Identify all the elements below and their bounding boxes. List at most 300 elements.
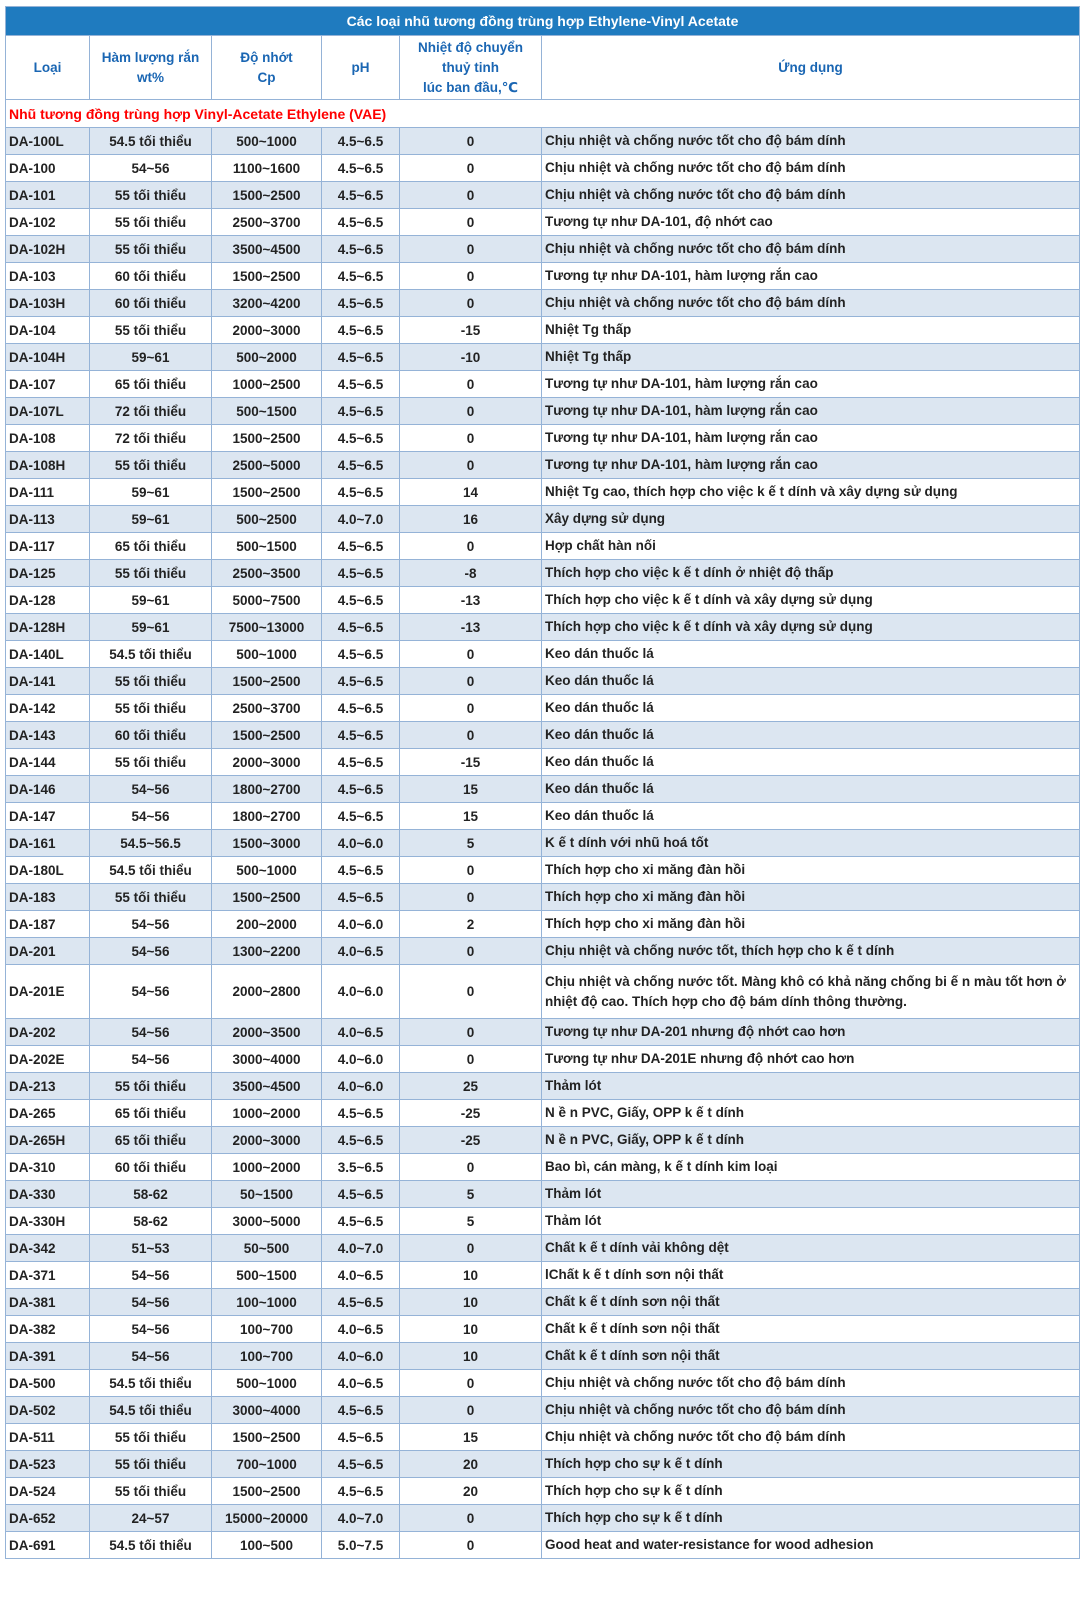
cell-viscosity: 1000~2000 — [212, 1100, 322, 1127]
cell-tg: 0 — [400, 884, 542, 911]
cell-ph: 4.5~6.5 — [322, 128, 400, 155]
header-ph-label: pH — [351, 59, 370, 75]
header-tg — [400, 36, 542, 100]
table-row — [6, 1451, 1080, 1478]
header-application — [542, 36, 1080, 100]
cell-ph: 4.5~6.5 — [322, 668, 400, 695]
cell-application: Thích hợp cho xi măng đàn hồi — [542, 884, 1080, 911]
cell-tg: 0 — [400, 533, 542, 560]
cell-solids: 60 tối thiểu — [90, 263, 212, 290]
section-row — [6, 100, 1080, 128]
cell-application: Hợp chất hàn nối — [542, 533, 1080, 560]
cell-viscosity: 1500~2500 — [212, 425, 322, 452]
table-title: Các loại nhũ tương đồng trùng hợp Ethylene-Vinyl Acetate — [6, 7, 1080, 36]
cell-ph: 4.5~6.5 — [322, 317, 400, 344]
cell-type: DA-117 — [6, 533, 90, 560]
cell-viscosity: 1500~2500 — [212, 668, 322, 695]
cell-type: DA-108H — [6, 452, 90, 479]
cell-application: Nhiệt Tg thấp — [542, 317, 1080, 344]
eva-emulsion-table — [5, 6, 1080, 1559]
cell-ph: 4.0~6.0 — [322, 1343, 400, 1370]
cell-type: DA-125 — [6, 560, 90, 587]
cell-solids: 59~61 — [90, 479, 212, 506]
cell-solids: 55 tối thiểu — [90, 749, 212, 776]
cell-viscosity: 500~2500 — [212, 506, 322, 533]
cell-viscosity: 3000~4000 — [212, 1397, 322, 1424]
cell-viscosity: 1800~2700 — [212, 803, 322, 830]
cell-solids: 72 tối thiểu — [90, 398, 212, 425]
cell-application: Chịu nhiệt và chống nước tốt cho độ bám dính — [542, 182, 1080, 209]
cell-ph: 4.5~6.5 — [322, 371, 400, 398]
header-viscosity-unit: Cp — [257, 69, 276, 85]
cell-viscosity: 1000~2500 — [212, 371, 322, 398]
table-row — [6, 371, 1080, 398]
cell-type: DA-113 — [6, 506, 90, 533]
cell-tg: -10 — [400, 344, 542, 371]
cell-ph: 4.5~6.5 — [322, 884, 400, 911]
cell-ph: 4.5~6.5 — [322, 1424, 400, 1451]
section-title: Nhũ tương đồng trùng hợp Vinyl-Acetate Ethylene (VAE) — [6, 100, 1080, 128]
cell-ph: 4.5~6.5 — [322, 263, 400, 290]
cell-solids: 59~61 — [90, 506, 212, 533]
cell-viscosity: 500~1500 — [212, 533, 322, 560]
cell-ph: 4.5~6.5 — [322, 1397, 400, 1424]
cell-application: Nhiệt Tg thấp — [542, 344, 1080, 371]
cell-ph: 4.5~6.5 — [322, 857, 400, 884]
cell-tg: 2 — [400, 911, 542, 938]
cell-solids: 54.5 tối thiểu — [90, 128, 212, 155]
table-row — [6, 506, 1080, 533]
cell-ph: 4.5~6.5 — [322, 425, 400, 452]
cell-solids: 59~61 — [90, 587, 212, 614]
table-row — [6, 965, 1080, 1019]
table-row — [6, 425, 1080, 452]
table-row — [6, 830, 1080, 857]
cell-viscosity: 50~500 — [212, 1235, 322, 1262]
cell-tg: 0 — [400, 722, 542, 749]
cell-ph: 4.5~6.5 — [322, 182, 400, 209]
cell-application: Thảm lót — [542, 1208, 1080, 1235]
cell-viscosity: 500~1000 — [212, 1370, 322, 1397]
cell-type: DA-104H — [6, 344, 90, 371]
cell-type: DA-691 — [6, 1532, 90, 1559]
table-row — [6, 1208, 1080, 1235]
table-row — [6, 560, 1080, 587]
cell-type: DA-102H — [6, 236, 90, 263]
cell-type: DA-100 — [6, 155, 90, 182]
cell-solids: 54~56 — [90, 1046, 212, 1073]
table-row — [6, 749, 1080, 776]
cell-solids: 65 tối thiểu — [90, 1127, 212, 1154]
cell-solids: 59~61 — [90, 614, 212, 641]
cell-viscosity: 3500~4500 — [212, 236, 322, 263]
table-row — [6, 911, 1080, 938]
cell-tg: 0 — [400, 695, 542, 722]
cell-solids: 54~56 — [90, 911, 212, 938]
cell-type: DA-201E — [6, 965, 90, 1019]
cell-application: Chất k ế t dính sơn nội thất — [542, 1343, 1080, 1370]
cell-solids: 55 tối thiểu — [90, 452, 212, 479]
cell-tg: -25 — [400, 1100, 542, 1127]
cell-tg: 20 — [400, 1451, 542, 1478]
cell-solids: 72 tối thiểu — [90, 425, 212, 452]
cell-ph: 4.5~6.5 — [322, 452, 400, 479]
cell-ph: 4.5~6.5 — [322, 290, 400, 317]
table-row — [6, 641, 1080, 668]
cell-tg: 15 — [400, 776, 542, 803]
cell-solids: 60 tối thiểu — [90, 722, 212, 749]
cell-solids: 54~56 — [90, 965, 212, 1019]
cell-type: DA-161 — [6, 830, 90, 857]
table-row — [6, 1073, 1080, 1100]
cell-solids: 55 tối thiểu — [90, 695, 212, 722]
cell-application: Thích hợp cho sự k ế t dính — [542, 1478, 1080, 1505]
cell-solids: 55 tối thiểu — [90, 1451, 212, 1478]
cell-solids: 54.5 tối thiểu — [90, 1397, 212, 1424]
cell-tg: 0 — [400, 857, 542, 884]
cell-viscosity: 3000~4000 — [212, 1046, 322, 1073]
cell-application: Thích hợp cho sự k ế t dính — [542, 1505, 1080, 1532]
header-application-label: Ứng dụng — [778, 59, 843, 75]
header-type — [6, 36, 90, 100]
table-row — [6, 317, 1080, 344]
cell-application: Thích hợp cho xi măng đàn hồi — [542, 857, 1080, 884]
cell-type: DA-142 — [6, 695, 90, 722]
product-table-container — [5, 6, 1079, 1559]
cell-tg: 0 — [400, 236, 542, 263]
cell-ph: 4.5~6.5 — [322, 1289, 400, 1316]
cell-tg: 0 — [400, 1532, 542, 1559]
table-row — [6, 1370, 1080, 1397]
cell-ph: 4.5~6.5 — [322, 641, 400, 668]
cell-viscosity: 700~1000 — [212, 1451, 322, 1478]
cell-ph: 4.5~6.5 — [322, 209, 400, 236]
cell-ph: 4.5~6.5 — [322, 587, 400, 614]
cell-tg: -25 — [400, 1127, 542, 1154]
cell-solids: 54.5 tối thiểu — [90, 641, 212, 668]
cell-type: DA-381 — [6, 1289, 90, 1316]
cell-application: Thảm lót — [542, 1181, 1080, 1208]
cell-type: DA-524 — [6, 1478, 90, 1505]
cell-ph: 4.0~6.0 — [322, 965, 400, 1019]
cell-tg: 14 — [400, 479, 542, 506]
cell-tg: 0 — [400, 398, 542, 425]
cell-tg: 0 — [400, 290, 542, 317]
cell-tg: -13 — [400, 614, 542, 641]
cell-tg: 0 — [400, 938, 542, 965]
table-row — [6, 182, 1080, 209]
cell-type: DA-371 — [6, 1262, 90, 1289]
cell-viscosity: 500~1000 — [212, 128, 322, 155]
cell-tg: 0 — [400, 1370, 542, 1397]
cell-viscosity: 3500~4500 — [212, 1073, 322, 1100]
cell-application: Thích hợp cho sự k ế t dính — [542, 1451, 1080, 1478]
cell-viscosity: 1500~2500 — [212, 1478, 322, 1505]
cell-type: DA-382 — [6, 1316, 90, 1343]
table-row — [6, 695, 1080, 722]
cell-application: Good heat and water-resistance for wood adhesion — [542, 1532, 1080, 1559]
cell-application: Keo dán thuốc lá — [542, 749, 1080, 776]
table-row — [6, 398, 1080, 425]
table-row — [6, 614, 1080, 641]
cell-application: Tương tự như DA-101, hàm lượng rắn cao — [542, 263, 1080, 290]
cell-application: Keo dán thuốc lá — [542, 668, 1080, 695]
cell-ph: 4.5~6.5 — [322, 155, 400, 182]
cell-tg: 0 — [400, 209, 542, 236]
cell-viscosity: 100~700 — [212, 1343, 322, 1370]
cell-viscosity: 100~500 — [212, 1532, 322, 1559]
cell-ph: 4.5~6.5 — [322, 776, 400, 803]
table-row — [6, 1505, 1080, 1532]
cell-solids: 54.5 tối thiểu — [90, 1532, 212, 1559]
cell-type: DA-202 — [6, 1019, 90, 1046]
cell-application: Keo dán thuốc lá — [542, 722, 1080, 749]
cell-ph: 4.0~6.0 — [322, 1046, 400, 1073]
cell-solids: 60 tối thiểu — [90, 290, 212, 317]
cell-application: Thảm lót — [542, 1073, 1080, 1100]
cell-tg: 0 — [400, 155, 542, 182]
cell-solids: 58-62 — [90, 1208, 212, 1235]
cell-ph: 4.5~6.5 — [322, 1208, 400, 1235]
cell-viscosity: 500~1000 — [212, 641, 322, 668]
cell-viscosity: 2000~3000 — [212, 749, 322, 776]
cell-type: DA-391 — [6, 1343, 90, 1370]
cell-type: DA-104 — [6, 317, 90, 344]
table-row — [6, 1478, 1080, 1505]
cell-viscosity: 50~1500 — [212, 1181, 322, 1208]
cell-viscosity: 1500~2500 — [212, 722, 322, 749]
cell-solids: 55 tối thiểu — [90, 884, 212, 911]
cell-type: DA-102 — [6, 209, 90, 236]
cell-ph: 4.5~6.5 — [322, 722, 400, 749]
cell-application: Tương tự như DA-101, hàm lượng rắn cao — [542, 452, 1080, 479]
cell-solids: 54~56 — [90, 1262, 212, 1289]
cell-application: Tương tự như DA-201 nhưng độ nhớt cao hơn — [542, 1019, 1080, 1046]
cell-viscosity: 200~2000 — [212, 911, 322, 938]
table-row — [6, 155, 1080, 182]
cell-solids: 54~56 — [90, 938, 212, 965]
cell-viscosity: 2500~3700 — [212, 695, 322, 722]
cell-viscosity: 7500~13000 — [212, 614, 322, 641]
cell-type: DA-310 — [6, 1154, 90, 1181]
header-solids — [90, 36, 212, 100]
cell-type: DA-147 — [6, 803, 90, 830]
cell-solids: 55 tối thiểu — [90, 1073, 212, 1100]
cell-type: DA-143 — [6, 722, 90, 749]
cell-ph: 4.5~6.5 — [322, 695, 400, 722]
table-row — [6, 290, 1080, 317]
cell-ph: 3.5~6.5 — [322, 1154, 400, 1181]
cell-solids: 55 tối thiểu — [90, 182, 212, 209]
cell-application: Keo dán thuốc lá — [542, 803, 1080, 830]
cell-type: DA-511 — [6, 1424, 90, 1451]
cell-solids: 58-62 — [90, 1181, 212, 1208]
cell-viscosity: 15000~20000 — [212, 1505, 322, 1532]
cell-ph: 4.0~7.0 — [322, 1505, 400, 1532]
cell-ph: 4.0~6.5 — [322, 1019, 400, 1046]
cell-application: Chất k ế t dính vải không dệt — [542, 1235, 1080, 1262]
cell-solids: 54~56 — [90, 776, 212, 803]
cell-application: Thích hợp cho xi măng đàn hồi — [542, 911, 1080, 938]
cell-ph: 4.5~6.5 — [322, 533, 400, 560]
cell-tg: -15 — [400, 317, 542, 344]
cell-solids: 65 tối thiểu — [90, 533, 212, 560]
cell-viscosity: 100~1000 — [212, 1289, 322, 1316]
header-tg-line2: thuỷ tinh — [442, 59, 499, 75]
header-type-label: Loại — [33, 59, 62, 75]
cell-tg: 0 — [400, 425, 542, 452]
header-ph — [322, 36, 400, 100]
cell-solids: 54~56 — [90, 1289, 212, 1316]
cell-solids: 65 tối thiểu — [90, 371, 212, 398]
cell-solids: 54~56 — [90, 1343, 212, 1370]
cell-type: DA-523 — [6, 1451, 90, 1478]
cell-solids: 55 tối thiểu — [90, 209, 212, 236]
cell-application: N ề n PVC, Giấy, OPP k ế t dính — [542, 1100, 1080, 1127]
cell-type: DA-107 — [6, 371, 90, 398]
cell-viscosity: 1500~2500 — [212, 263, 322, 290]
cell-ph: 4.0~7.0 — [322, 1235, 400, 1262]
table-title-row — [6, 7, 1080, 36]
table-row — [6, 1424, 1080, 1451]
cell-type: DA-128 — [6, 587, 90, 614]
table-row — [6, 803, 1080, 830]
cell-type: DA-100L — [6, 128, 90, 155]
cell-ph: 4.5~6.5 — [322, 1478, 400, 1505]
cell-ph: 4.5~6.5 — [322, 479, 400, 506]
cell-application: Keo dán thuốc lá — [542, 695, 1080, 722]
cell-application: Chịu nhiệt và chống nước tốt cho độ bám dính — [542, 290, 1080, 317]
cell-ph: 4.0~6.0 — [322, 1073, 400, 1100]
cell-application: Tương tự như DA-101, hàm lượng rắn cao — [542, 425, 1080, 452]
cell-viscosity: 500~1500 — [212, 1262, 322, 1289]
cell-viscosity: 2500~3700 — [212, 209, 322, 236]
cell-solids: 55 tối thiểu — [90, 668, 212, 695]
cell-type: DA-107L — [6, 398, 90, 425]
cell-viscosity: 2500~5000 — [212, 452, 322, 479]
cell-tg: 10 — [400, 1316, 542, 1343]
cell-tg: 0 — [400, 668, 542, 695]
cell-application: Chịu nhiệt và chống nước tốt cho độ bám dính — [542, 236, 1080, 263]
cell-type: DA-183 — [6, 884, 90, 911]
cell-application: K ế t dính với nhũ hoá tốt — [542, 830, 1080, 857]
cell-solids: 54~56 — [90, 1316, 212, 1343]
table-row — [6, 1397, 1080, 1424]
cell-tg: -15 — [400, 749, 542, 776]
table-row — [6, 1127, 1080, 1154]
cell-ph: 4.5~6.5 — [322, 1451, 400, 1478]
cell-viscosity: 1100~1600 — [212, 155, 322, 182]
table-row — [6, 236, 1080, 263]
cell-tg: 10 — [400, 1262, 542, 1289]
cell-application: Keo dán thuốc lá — [542, 641, 1080, 668]
cell-application: Thích hợp cho việc k ế t dính và xây dựng sử dụng — [542, 614, 1080, 641]
cell-tg: 10 — [400, 1289, 542, 1316]
cell-tg: 0 — [400, 1505, 542, 1532]
cell-application: Bao bì, cán màng, k ế t dính kim loại — [542, 1154, 1080, 1181]
cell-application: Chịu nhiệt và chống nước tốt cho độ bám dính — [542, 128, 1080, 155]
cell-tg: 0 — [400, 263, 542, 290]
cell-type: DA-202E — [6, 1046, 90, 1073]
cell-application: Chịu nhiệt và chống nước tốt cho độ bám dính — [542, 155, 1080, 182]
cell-tg: 5 — [400, 830, 542, 857]
cell-type: DA-128H — [6, 614, 90, 641]
cell-ph: 4.0~6.5 — [322, 1316, 400, 1343]
cell-solids: 54.5 tối thiểu — [90, 1370, 212, 1397]
cell-type: DA-103H — [6, 290, 90, 317]
cell-viscosity: 1500~2500 — [212, 884, 322, 911]
cell-viscosity: 1500~3000 — [212, 830, 322, 857]
cell-viscosity: 1500~2500 — [212, 1424, 322, 1451]
table-row — [6, 1154, 1080, 1181]
cell-application: lChất k ế t dính sơn nội thất — [542, 1262, 1080, 1289]
table-row — [6, 128, 1080, 155]
cell-viscosity: 500~1000 — [212, 857, 322, 884]
cell-tg: 0 — [400, 452, 542, 479]
cell-tg: 0 — [400, 641, 542, 668]
cell-ph: 4.0~6.0 — [322, 911, 400, 938]
table-row — [6, 1289, 1080, 1316]
cell-type: DA-180L — [6, 857, 90, 884]
cell-tg: 0 — [400, 1154, 542, 1181]
cell-type: DA-265 — [6, 1100, 90, 1127]
cell-application: Chất k ế t dính sơn nội thất — [542, 1316, 1080, 1343]
cell-viscosity: 1000~2000 — [212, 1154, 322, 1181]
cell-tg: 5 — [400, 1181, 542, 1208]
table-row — [6, 857, 1080, 884]
cell-viscosity: 1500~2500 — [212, 182, 322, 209]
cell-application: Chịu nhiệt và chống nước tốt cho độ bám dính — [542, 1370, 1080, 1397]
cell-viscosity: 500~2000 — [212, 344, 322, 371]
cell-type: DA-502 — [6, 1397, 90, 1424]
cell-tg: 0 — [400, 1235, 542, 1262]
cell-ph: 4.5~6.5 — [322, 398, 400, 425]
table-header-row — [6, 36, 1080, 100]
cell-ph: 4.0~6.5 — [322, 938, 400, 965]
cell-tg: 0 — [400, 371, 542, 398]
cell-type: DA-101 — [6, 182, 90, 209]
cell-application: Thích hợp cho việc k ế t dính ở nhiệt độ thấp — [542, 560, 1080, 587]
cell-application: Chịu nhiệt và chống nước tốt. Màng khô có khả năng chống bi ế n màu tốt hơn ở nhiệt độ cao. Thích hợp cho độ bám dính thông thường. — [542, 965, 1080, 1019]
cell-viscosity: 1500~2500 — [212, 479, 322, 506]
cell-viscosity: 3000~5000 — [212, 1208, 322, 1235]
table-row — [6, 1343, 1080, 1370]
cell-viscosity: 3200~4200 — [212, 290, 322, 317]
table-row — [6, 533, 1080, 560]
cell-type: DA-140L — [6, 641, 90, 668]
cell-application: Chịu nhiệt và chống nước tốt, thích hợp cho k ế t dính — [542, 938, 1080, 965]
cell-application: Keo dán thuốc lá — [542, 776, 1080, 803]
cell-ph: 4.5~6.5 — [322, 749, 400, 776]
cell-viscosity: 2000~3000 — [212, 1127, 322, 1154]
cell-viscosity: 100~700 — [212, 1316, 322, 1343]
cell-tg: 25 — [400, 1073, 542, 1100]
cell-type: DA-146 — [6, 776, 90, 803]
cell-viscosity: 500~1500 — [212, 398, 322, 425]
cell-type: DA-330H — [6, 1208, 90, 1235]
cell-solids: 55 tối thiểu — [90, 317, 212, 344]
cell-application: Chịu nhiệt và chống nước tốt cho độ bám dính — [542, 1397, 1080, 1424]
cell-application: Tương tự như DA-201E nhưng độ nhớt cao hơn — [542, 1046, 1080, 1073]
table-row — [6, 722, 1080, 749]
cell-tg: 15 — [400, 1424, 542, 1451]
cell-application: Tương tự như DA-101, độ nhớt cao — [542, 209, 1080, 236]
cell-tg: 20 — [400, 1478, 542, 1505]
cell-type: DA-111 — [6, 479, 90, 506]
header-viscosity-label: Độ nhớt — [240, 49, 293, 65]
cell-viscosity: 2500~3500 — [212, 560, 322, 587]
cell-tg: 0 — [400, 128, 542, 155]
